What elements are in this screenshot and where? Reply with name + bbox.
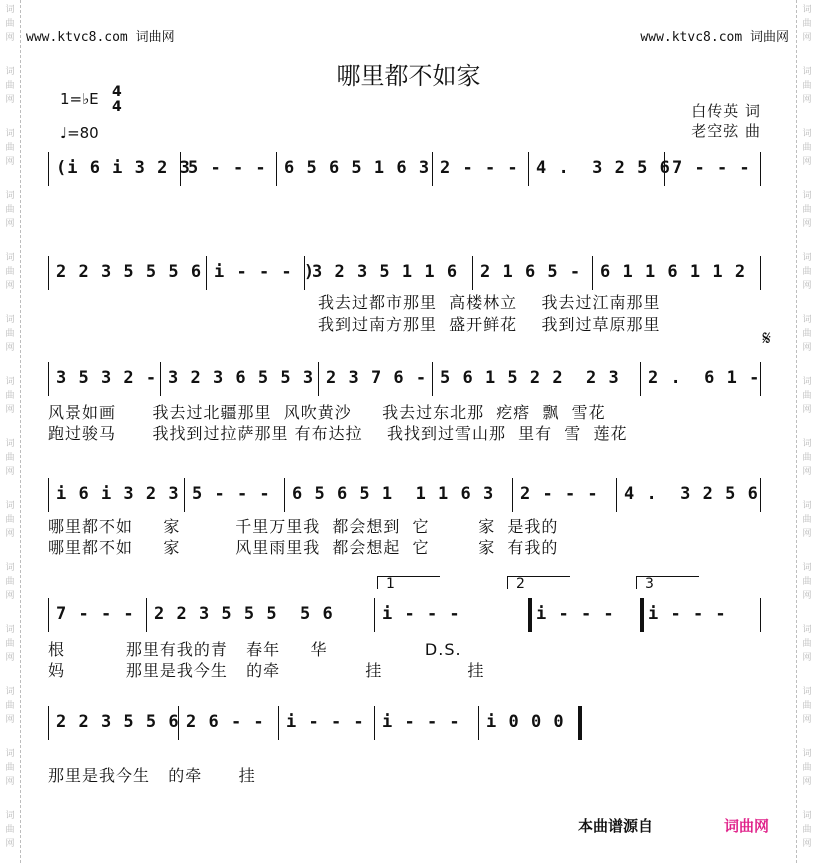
- measure-notes: 5 - - -: [188, 158, 267, 178]
- measure-notes: 7 - - -: [56, 604, 135, 624]
- watermark-glyph: 曲: [5, 205, 15, 215]
- watermark-glyph: 词: [802, 625, 812, 635]
- volta-1: [377, 576, 440, 592]
- measure-notes: i - - -: [648, 604, 727, 624]
- measure-notes: 2 1 6 5 -: [480, 262, 582, 282]
- watermark-glyph: 网: [5, 281, 15, 291]
- barline: [432, 362, 433, 396]
- barline: [48, 256, 49, 290]
- watermark-glyph: 网: [802, 839, 812, 849]
- measure-notes: 3 2 3 6 5 5 3: [168, 368, 315, 388]
- time-signature: [112, 85, 122, 115]
- barline: [318, 362, 319, 396]
- barline: [374, 598, 375, 632]
- volta-3-label: 3: [645, 576, 654, 592]
- barline: [512, 478, 513, 512]
- watermark-glyph: 网: [802, 219, 812, 229]
- barline: [578, 706, 582, 740]
- watermark-glyph: 曲: [802, 825, 812, 835]
- measure-notes: i - - -: [286, 712, 365, 732]
- watermark-glyph: 网: [5, 467, 15, 477]
- measure-notes: 2 2 3 5 5 5 6: [56, 262, 203, 282]
- barline: [472, 256, 473, 290]
- lyrics-2-line-1: 风景如画 我去过北疆那里 风吹黄沙 我去过东北那 疙瘩 飘 雪花: [48, 403, 606, 422]
- watermark-glyph: 网: [802, 95, 812, 105]
- watermark-glyph: 网: [5, 839, 15, 849]
- header-url-right[interactable]: www.ktvc8.com 词曲网: [640, 30, 789, 45]
- watermark-glyph: 网: [802, 405, 812, 415]
- watermark-glyph: 曲: [5, 453, 15, 463]
- lyrics-1-line-1: 我去过都市那里 高楼林立 我去过江南那里: [318, 293, 661, 312]
- barline: [48, 152, 49, 186]
- barline: [760, 152, 761, 186]
- watermark-glyph: 词: [802, 191, 812, 201]
- watermark-glyph: 词: [5, 439, 15, 449]
- notation-row: [48, 152, 768, 186]
- measure-notes: 6 5 6 5 1 1 1 6 3: [292, 484, 495, 504]
- measure-notes: 6 5 6 5 1 6 3: [284, 158, 431, 178]
- watermark-glyph: 网: [802, 777, 812, 787]
- lyrics-3-line-2: 哪里都不如 家 风里雨里我 都会想起 它 家 有我的: [48, 538, 559, 557]
- lyrics-2-line-2: 跑过骏马 我找到过拉萨那里 有布达拉 我找到过雪山那 里有 雪 莲花: [48, 424, 628, 443]
- barline: [528, 598, 532, 632]
- barline: [592, 256, 593, 290]
- volta-2: [507, 576, 570, 592]
- footer-source-label: 本曲谱源自: [578, 817, 654, 835]
- watermark-glyph: 曲: [802, 639, 812, 649]
- notation-row: [48, 362, 768, 396]
- watermark-glyph: 词: [802, 377, 812, 387]
- watermark-glyph: 网: [802, 343, 812, 353]
- watermark-glyph: 曲: [802, 143, 812, 153]
- watermark-glyph: 网: [5, 405, 15, 415]
- watermark-glyph: 词: [802, 563, 812, 573]
- watermark-glyph: 网: [802, 653, 812, 663]
- barline: [616, 478, 617, 512]
- lyrics-4-line-2: 妈 那里是我今生 的牵 挂 挂: [48, 661, 485, 680]
- measure-notes: 4 . 3 2 5 6: [624, 484, 759, 504]
- barline: [760, 478, 761, 512]
- measure-notes: 2 . 6 1 -: [648, 368, 761, 388]
- measure-notes: 4 . 3 2 5 6: [536, 158, 671, 178]
- watermark-glyph: 曲: [5, 143, 15, 153]
- watermark-glyph: 词: [802, 253, 812, 263]
- watermark-glyph: 曲: [802, 19, 812, 29]
- measure-notes: 2 2 3 5 5 5 5 6: [154, 604, 334, 624]
- barline: [478, 706, 479, 740]
- watermark-glyph: 词: [802, 67, 812, 77]
- measure-notes: 7 - - -: [672, 158, 751, 178]
- watermark-glyph: 词: [5, 811, 15, 821]
- segno-sign: 𝄋: [762, 326, 771, 350]
- barline: [432, 152, 433, 186]
- measure-notes: i - - - ): [214, 262, 316, 282]
- watermark-glyph: 词: [5, 687, 15, 697]
- meter-bottom: 4: [112, 99, 122, 115]
- barline: [48, 598, 49, 632]
- watermark-glyph: 曲: [802, 205, 812, 215]
- barline: [640, 598, 644, 632]
- watermark-glyph: 词: [5, 253, 15, 263]
- watermark-glyph: 曲: [5, 639, 15, 649]
- watermark-glyph: 网: [5, 95, 15, 105]
- watermark-glyph: 词: [5, 377, 15, 387]
- watermark-glyph: 曲: [5, 391, 15, 401]
- watermark-glyph: 词: [802, 501, 812, 511]
- watermark-glyph: 曲: [802, 453, 812, 463]
- barline: [528, 152, 529, 186]
- barline: [206, 256, 207, 290]
- watermark-glyph: 网: [5, 715, 15, 725]
- watermark-glyph: 网: [802, 715, 812, 725]
- song-title: 哪里都不如家: [336, 62, 481, 90]
- watermark-glyph: 词: [802, 315, 812, 325]
- watermark-glyph: 词: [5, 625, 15, 635]
- composer-credit: 老空弦 曲: [691, 122, 761, 140]
- barline: [278, 706, 279, 740]
- measure-notes: 5 6 1 5 2 2 2 3: [440, 368, 620, 388]
- watermark-glyph: 曲: [5, 825, 15, 835]
- watermark-glyph: 曲: [5, 81, 15, 91]
- lyricist-credit: 白传英 词: [691, 102, 761, 120]
- barline: [48, 478, 49, 512]
- watermark-glyph: 曲: [802, 515, 812, 525]
- measure-notes: 3 5 3 2 -: [56, 368, 158, 388]
- watermark-glyph: 网: [5, 591, 15, 601]
- tempo-marking: ♩=80: [60, 124, 99, 142]
- barline: [48, 706, 49, 740]
- notation-row: [48, 598, 768, 632]
- measure-notes: i - - -: [536, 604, 615, 624]
- watermark-glyph: 曲: [802, 329, 812, 339]
- watermark-glyph: 曲: [5, 329, 15, 339]
- meter-top: 4: [112, 84, 122, 100]
- barline: [760, 598, 761, 632]
- lyrics-4-line-1: 根 那里有我的青 春年 华 D.S.: [48, 640, 462, 659]
- measure-notes: i 6 i 3 2 3: [56, 484, 180, 504]
- watermark-glyph: 曲: [802, 701, 812, 711]
- watermark-glyph: 词: [5, 67, 15, 77]
- watermark-glyph: 词: [802, 129, 812, 139]
- watermark-glyph: 词: [5, 315, 15, 325]
- measure-notes: (i 6 i 3 2 3: [56, 158, 191, 178]
- watermark-glyph: 网: [802, 467, 812, 477]
- watermark-glyph: 词: [5, 501, 15, 511]
- watermark-glyph: 曲: [5, 19, 15, 29]
- watermark-glyph: 网: [5, 529, 15, 539]
- barline: [374, 706, 375, 740]
- barline: [184, 478, 185, 512]
- watermark-glyph: 词: [5, 129, 15, 139]
- lyrics-5-line-1: 那里是我今生 的牵 挂: [48, 766, 256, 785]
- watermark-glyph: 词: [802, 5, 812, 15]
- measure-notes: 2 - - -: [440, 158, 519, 178]
- measure-notes: 5 - - -: [192, 484, 271, 504]
- watermark-glyph: 网: [802, 281, 812, 291]
- watermark-glyph: 网: [802, 33, 812, 43]
- watermark-glyph: 网: [5, 653, 15, 663]
- barline: [284, 478, 285, 512]
- watermark-glyph: 网: [5, 777, 15, 787]
- watermark-glyph: 曲: [802, 577, 812, 587]
- barline: [48, 362, 49, 396]
- header-url-left[interactable]: www.ktvc8.com 词曲网: [26, 30, 175, 45]
- watermark-glyph: 网: [5, 157, 15, 167]
- notation-row: [48, 478, 768, 512]
- watermark-glyph: 曲: [5, 701, 15, 711]
- barline: [276, 152, 277, 186]
- measure-notes: 2 2 3 5 5 6: [56, 712, 180, 732]
- lyrics-3-line-1: 哪里都不如 家 千里万里我 都会想到 它 家 是我的: [48, 517, 559, 536]
- notation-row: [48, 706, 768, 740]
- watermark-glyph: 曲: [802, 391, 812, 401]
- measure-notes: 2 3 7 6 -: [326, 368, 428, 388]
- measure-notes: 2 6 - -: [186, 712, 265, 732]
- watermark-glyph: 词: [5, 563, 15, 573]
- watermark-glyph: 网: [802, 157, 812, 167]
- measure-notes: 6 1 1 6 1 1 2: [600, 262, 747, 282]
- watermark-glyph: 曲: [5, 267, 15, 277]
- watermark-glyph: 曲: [802, 267, 812, 277]
- footer-source-site[interactable]: 词曲网: [724, 817, 770, 835]
- watermark-glyph: 词: [5, 5, 15, 15]
- watermark-glyph: 词: [802, 811, 812, 821]
- measure-notes: i 0 0 0: [486, 712, 565, 732]
- measure-notes: i - - -: [382, 604, 461, 624]
- watermark-glyph: 网: [802, 529, 812, 539]
- volta-1-label: 1: [386, 576, 395, 592]
- watermark-glyph: 网: [5, 33, 15, 43]
- key-signature: 1=♭E: [60, 90, 99, 108]
- watermark-glyph: 词: [802, 749, 812, 759]
- volta-3: [636, 576, 699, 592]
- barline: [640, 362, 641, 396]
- watermark-glyph: 曲: [5, 763, 15, 773]
- barline: [760, 256, 761, 290]
- watermark-glyph: 曲: [5, 577, 15, 587]
- watermark-glyph: 曲: [5, 515, 15, 525]
- watermark-glyph: 词: [802, 687, 812, 697]
- watermark-glyph: 曲: [802, 763, 812, 773]
- watermark-glyph: 网: [5, 219, 15, 229]
- watermark-glyph: 词: [5, 191, 15, 201]
- volta-2-label: 2: [516, 576, 525, 592]
- watermark-glyph: 曲: [802, 81, 812, 91]
- measure-notes: i - - -: [382, 712, 461, 732]
- barline: [146, 598, 147, 632]
- watermark-glyph: 网: [802, 591, 812, 601]
- lyrics-1-line-2: 我到过南方那里 盛开鲜花 我到过草原那里: [318, 315, 661, 334]
- watermark-glyph: 词: [802, 439, 812, 449]
- notation-row: [48, 256, 768, 290]
- watermark-glyph: 网: [5, 343, 15, 353]
- measure-notes: 3 2 3 5 1 1 6: [312, 262, 459, 282]
- watermark-glyph: 词: [5, 749, 15, 759]
- barline: [160, 362, 161, 396]
- measure-notes: 2 - - -: [520, 484, 599, 504]
